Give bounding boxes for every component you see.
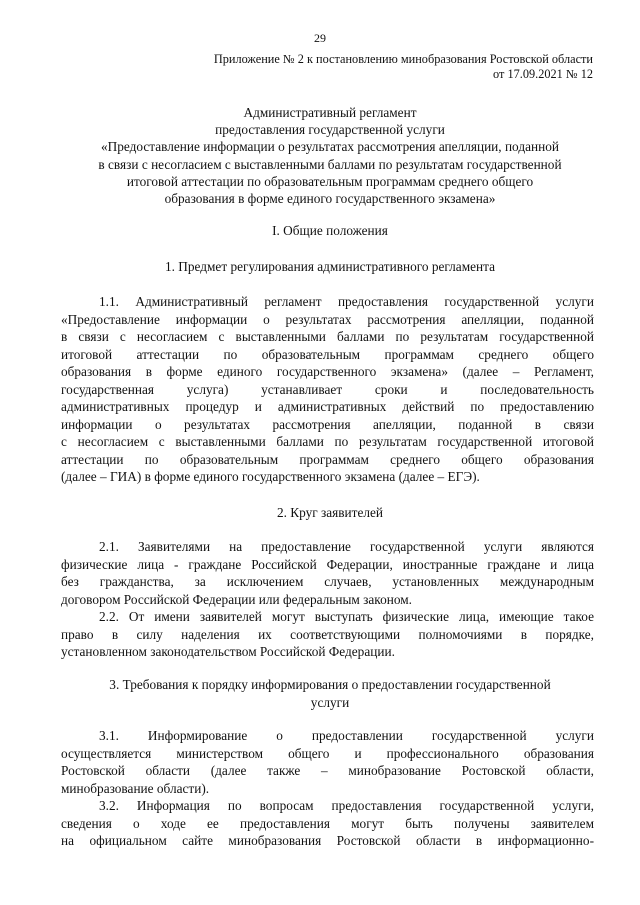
subsection-heading: 2. Круг заявителей	[276, 505, 384, 520]
paragraph-line: установленном законодательством Российской Федерации.	[61, 644, 395, 659]
page-number: 29	[314, 31, 326, 45]
paragraph-line: осуществляется министерством общего и профессионального образования	[61, 745, 594, 761]
paragraph-line: аттестации по образовательным программам среднего общего образования	[61, 451, 594, 467]
paragraph-line: в связи с несогласием с выставленными баллами по результатам государственной	[61, 329, 594, 344]
paragraph-line: государственная услуга) устанавливает сроки и последовательность	[61, 381, 594, 397]
subsection-heading: 1. Предмет регулирования административного регламента	[164, 259, 496, 274]
paragraph-3-1	[61, 727, 594, 797]
paragraph-line: договором Российской Федерации или федеральным законом.	[61, 591, 412, 607]
paragraph-line: 1.1. Административный регламент предоставления государственной услуги	[99, 294, 594, 309]
heading-line: 3. Требования к порядку информирования о предоставлении государственной	[109, 677, 551, 692]
title-line: в связи с несогласием с выставленными баллами по результатам государственной	[98, 156, 562, 172]
paragraph-line: 2.2. От имени заявителей могут выступать физические лица, имеющие такое	[99, 609, 594, 624]
paragraph-3-2	[61, 797, 594, 850]
appendix-line: от 17.09.2021 № 12	[493, 67, 593, 81]
paragraph-line: «Предоставление информации о результатах рассмотрения апелляции, поданной	[61, 311, 594, 327]
paragraph-line: с несогласием с выставленными баллами по результатам государственной итоговой	[61, 434, 594, 449]
paragraph-line: административных процедур и административных действий по предоставлению	[61, 399, 594, 414]
paragraph-line: итоговой аттестации по образовательным программам среднего общего	[61, 346, 594, 362]
paragraph-2-2	[61, 608, 594, 661]
paragraph-line: сведения о ходе ее предоставления могут быть получены заявителем	[61, 815, 594, 831]
document-title	[60, 104, 600, 207]
paragraph-line: право в силу наделения их соответствующими полномочиями в порядке,	[61, 626, 594, 642]
paragraph-line: без гражданства, за исключением случаев, установленных международным	[61, 574, 594, 589]
section-heading: I. Общие положения	[272, 223, 388, 238]
subsection-heading	[60, 676, 600, 711]
heading-line: услуги	[310, 694, 350, 710]
title-line: образования в форме единого государственного экзамена»	[164, 191, 496, 207]
title-line: итоговой аттестации по образовательным программам среднего общего	[126, 173, 534, 189]
paragraph-line: физические лица - граждане Российской Федерации, иностранные граждане и лица	[61, 556, 594, 572]
paragraph-line: 3.2. Информация по вопросам предоставления государственной услуги,	[99, 798, 594, 813]
paragraph-line: информации о результатах рассмотрения апелляции, поданной в связи	[61, 416, 594, 432]
paragraph-line: минобразование области).	[61, 780, 210, 796]
title-line: Административный регламент	[243, 105, 417, 120]
title-line: предоставления государственной услуги	[215, 122, 445, 138]
paragraph-2-1	[61, 538, 594, 608]
paragraph-line: (далее – ГИА) в форме единого государственного экзамена (далее – ЕГЭ).	[61, 469, 480, 484]
title-line: «Предоставление информации о результатах рассмотрения апелляции, поданной	[101, 139, 559, 155]
paragraph-line: 3.1. Информирование о предоставлении государственной услуги	[99, 728, 594, 743]
paragraph-line: Ростовской области (далее также – минобразование Ростовской области,	[61, 763, 594, 778]
paragraph-line: на официальном сайте минобразования Ростовской области в информационно-	[61, 833, 594, 848]
appendix-line: Приложение № 2 к постановлению минобразования Ростовской области	[213, 52, 593, 66]
paragraph-1-1	[61, 293, 594, 486]
paragraph-line: образования в форме единого государственного экзамена» (далее – Регламент,	[61, 364, 594, 379]
paragraph-line: 2.1. Заявителями на предоставление государственной услуги являются	[99, 539, 594, 554]
appendix-note	[214, 52, 593, 82]
